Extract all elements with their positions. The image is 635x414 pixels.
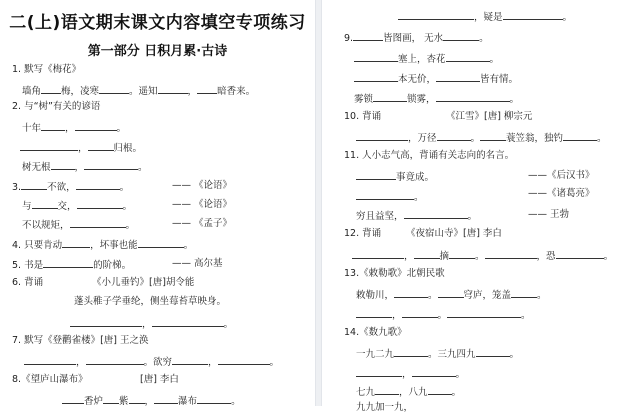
question-10-poem-title: 《江雪》[唐] 柳宗元 xyxy=(446,111,533,122)
question-9-line-2: 塞上，杏花 。 xyxy=(354,52,499,66)
question-8-label: 8.《望庐山瀑布》 xyxy=(12,374,88,385)
fill-blank[interactable] xyxy=(414,249,440,259)
fill-blank[interactable] xyxy=(485,249,537,259)
fill-blank[interactable] xyxy=(24,355,76,365)
fill-blank[interactable] xyxy=(32,199,58,209)
source-citation: —— 《论语》 xyxy=(172,199,233,210)
fill-blank[interactable] xyxy=(449,249,475,259)
question-7-label: 7. 默写《登鹳雀楼》[唐] 王之涣 xyxy=(12,335,149,346)
fill-blank[interactable] xyxy=(447,308,521,318)
fill-blank[interactable] xyxy=(154,394,178,404)
question-8-continued-line: ，疑是 。 xyxy=(398,10,572,24)
fill-blank[interactable] xyxy=(62,238,90,248)
fill-blank[interactable] xyxy=(356,308,392,318)
fill-blank[interactable] xyxy=(99,84,129,94)
question-1-label: 1. 默写《梅花》 xyxy=(12,64,82,75)
page-gutter xyxy=(315,0,322,406)
fill-blank[interactable] xyxy=(476,347,510,357)
fill-blank[interactable] xyxy=(503,10,563,20)
fill-blank[interactable] xyxy=(51,160,75,170)
question-10-label: 10. 背诵 xyxy=(344,111,382,122)
page-title: 二(上)语文期末课文内容填空专项练习 xyxy=(9,13,306,33)
document-page-right xyxy=(322,0,635,413)
document-page-left xyxy=(0,0,315,406)
question-5-line: 5. 书是 的阶梯。 xyxy=(12,260,132,271)
question-8-line: 香炉 紫 ， 瀑布 。 xyxy=(62,394,241,408)
question-12-label: 12. 背诵 xyxy=(344,228,382,239)
fill-blank[interactable] xyxy=(70,317,142,327)
fill-blank[interactable] xyxy=(158,84,188,94)
fill-blank[interactable] xyxy=(70,218,126,228)
question-6-given-line: 蓬头稚子学垂纶，侧坐莓苔草映身。 xyxy=(74,296,227,307)
question-1-line: 墙角 梅，凌寒 。遥知 ， 暗香来。 xyxy=(22,86,256,97)
fill-blank[interactable] xyxy=(394,288,428,298)
question-9-line-1: 9. 皆图画， 无水 。 xyxy=(344,33,489,44)
question-12-poem-title: 《夜宿山寺》[唐] 李白 xyxy=(406,228,502,239)
question-8-author: [唐] 李白 xyxy=(140,374,179,385)
fill-blank[interactable] xyxy=(356,190,414,200)
fill-blank[interactable] xyxy=(563,131,597,141)
question-13-label: 13.《敕勒歌》北朝民歌 xyxy=(344,268,445,279)
source-citation: —— 《论语》 xyxy=(172,180,233,191)
fill-blank[interactable] xyxy=(480,131,506,141)
section-title: 第一部分 日积月累·古诗 xyxy=(87,44,228,59)
fill-blank[interactable] xyxy=(352,249,404,259)
fill-blank[interactable] xyxy=(556,249,604,259)
question-6-line-2: ， 。 xyxy=(70,317,233,331)
question-14-line-2: ， 。 xyxy=(356,367,465,381)
fill-blank[interactable] xyxy=(436,72,480,82)
fill-blank[interactable] xyxy=(436,92,510,102)
source-citation: ——《后汉书》 xyxy=(528,170,595,181)
fill-blank[interactable] xyxy=(354,72,398,82)
fill-blank[interactable] xyxy=(76,180,120,190)
fill-blank[interactable] xyxy=(394,347,428,357)
fill-blank[interactable] xyxy=(138,238,184,248)
question-11-label: 11. 人小志气高，背诵有关志向的名言。 xyxy=(344,150,515,161)
fill-blank[interactable] xyxy=(437,131,471,141)
fill-blank[interactable] xyxy=(511,288,537,298)
fill-blank[interactable] xyxy=(197,394,231,404)
fill-blank[interactable] xyxy=(20,141,78,151)
question-14-label: 14.《数九歌》 xyxy=(344,327,407,338)
fill-blank[interactable] xyxy=(172,355,208,365)
question-6-poem-title: 《小儿垂钓》[唐]胡令能 xyxy=(92,277,195,288)
fill-blank[interactable] xyxy=(356,170,396,180)
fill-blank[interactable] xyxy=(375,385,399,395)
question-14-line-3: 七九 ，八九 。 xyxy=(356,387,462,398)
fill-blank[interactable] xyxy=(77,199,123,209)
fill-blank[interactable] xyxy=(197,84,217,94)
source-citation: ——《诸葛亮》 xyxy=(528,188,595,199)
fill-blank[interactable] xyxy=(443,31,479,41)
fill-blank[interactable] xyxy=(43,258,93,268)
question-13-line-1: 敕勒川， 。 穹庐，笼盖 。 xyxy=(356,290,547,301)
fill-blank[interactable] xyxy=(41,121,65,131)
question-9-line-3: 本无价， 皆有情。 xyxy=(354,72,518,86)
question-2-line-1: 十年 ， 。 xyxy=(22,123,127,134)
fill-blank[interactable] xyxy=(438,288,464,298)
question-9-line-4: 雾锁 锁雾， 。 xyxy=(354,94,520,105)
source-citation: —— 王勃 xyxy=(528,209,570,220)
source-citation: —— 高尔基 xyxy=(172,258,223,269)
question-13-line-2: ， 。 。 xyxy=(356,308,531,322)
fill-blank[interactable] xyxy=(356,367,402,377)
fill-blank[interactable] xyxy=(152,317,224,327)
question-11-line-3: 穷且益坚， 。 xyxy=(356,211,478,222)
fill-blank[interactable] xyxy=(353,31,383,41)
fill-blank[interactable] xyxy=(428,385,452,395)
fill-blank[interactable] xyxy=(88,141,114,151)
question-2-line-3: 树无根 ， 。 xyxy=(22,162,148,173)
fill-blank[interactable] xyxy=(21,180,47,190)
fill-blank[interactable] xyxy=(86,355,144,365)
fill-blank[interactable] xyxy=(402,308,438,318)
fill-blank[interactable] xyxy=(404,209,468,219)
fill-blank[interactable] xyxy=(412,367,456,377)
fill-blank[interactable] xyxy=(356,131,408,141)
fill-blank[interactable] xyxy=(103,394,119,404)
fill-blank[interactable] xyxy=(398,10,474,20)
question-3-line-3: 不以规矩， 。 xyxy=(22,220,136,231)
source-citation: —— 《孟子》 xyxy=(172,218,233,229)
question-2-label: 2. 与“树”有关的谚语 xyxy=(12,101,101,112)
question-6-label: 6. 背诵 xyxy=(12,277,44,288)
fill-blank[interactable] xyxy=(62,394,84,404)
fill-blank[interactable] xyxy=(84,160,138,170)
question-11-line-2: 。 xyxy=(356,190,424,204)
fill-blank[interactable] xyxy=(41,84,61,94)
fill-blank[interactable] xyxy=(354,52,398,62)
fill-blank[interactable] xyxy=(373,92,407,102)
fill-blank[interactable] xyxy=(75,121,117,131)
question-4-line: 4. 只要肯动 ，坏事也能 。 xyxy=(12,240,194,251)
fill-blank[interactable] xyxy=(129,394,145,404)
question-10-line: ，万径 。 蓑笠翁，独钓 。 xyxy=(356,131,607,145)
question-11-line-1: 事竟成。 xyxy=(356,170,434,184)
fill-blank[interactable] xyxy=(446,52,490,62)
question-14-line-4: 九九加一九， xyxy=(356,402,414,413)
question-3-line-2: 与 交， 。 xyxy=(22,201,133,212)
question-14-line-1: 一九二九 。三九四九 。 xyxy=(356,349,520,360)
question-2-line-2: ， 归根。 xyxy=(20,141,142,155)
question-7-line: ， 。欲穷 ， 。 xyxy=(24,355,279,369)
question-12-line: ， 摘 。 ，恐 。 xyxy=(352,249,613,263)
fill-blank[interactable] xyxy=(218,355,270,365)
question-3-line-1: 3. 不欲， 。 xyxy=(12,182,130,193)
